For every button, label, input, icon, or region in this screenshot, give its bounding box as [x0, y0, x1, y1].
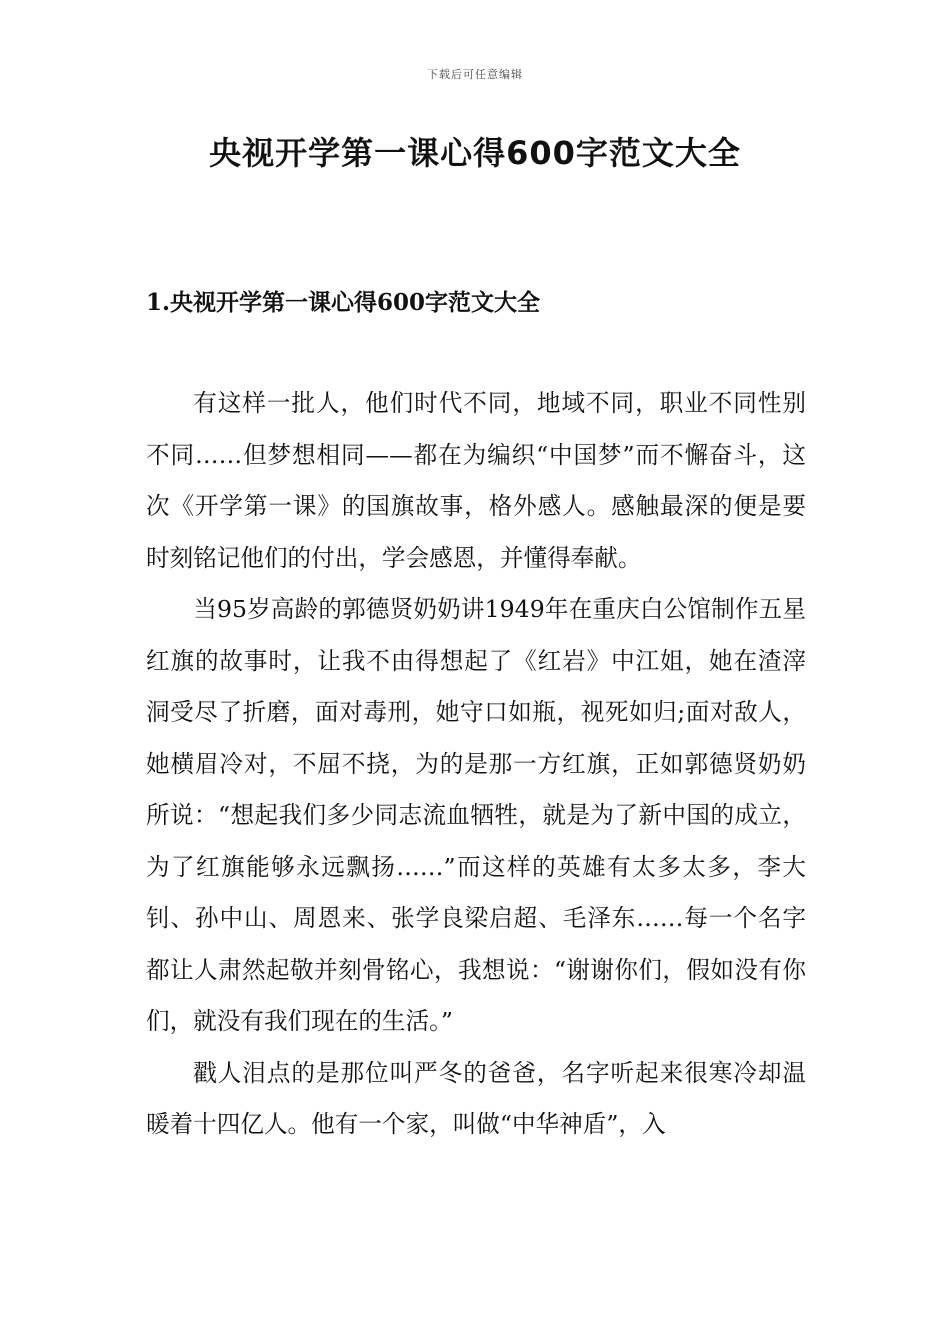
paragraph: 当95岁高龄的郭德贤奶奶讲1949年在重庆白公馆制作五星红旗的故事时，让我不由得想起了《红岩》中江姐，她在渣滓洞受尽了折磨，面对毒刑，她守口如瓶，视死如归;面对敌人，她横眉冷对，不屈不挠，为的是那一方红旗，正如郭德贤奶奶所说：“想起我们多少同志流血牺牲，就是为了新中国的成立，为了红旗能够永远飘扬……”而这样的英雄有太多太多，李大钊、孙中山、周恩来、张学良梁启超、毛泽东……每一个名字都让人肃然起敬并刻骨铭心，我想说：“谢谢你们，假如没有你们，就没有我们现在的生活。”	[146, 595, 806, 1035]
body-text	[146, 378, 806, 1151]
paragraph: 有这样一批人，他们时代不同，地域不同，职业不同性别不同……但梦想相同——都在为编织“中国梦”而不懈奋斗，这次《开学第一课》的国旗故事，格外感人。感触最深的便是要时刻铭记他们的付出，学会感恩，并懂得奉献。	[146, 389, 806, 572]
section-heading: 1.央视开学第一课心得600字范文大全	[146, 289, 541, 316]
paragraph: 戳人泪点的是那位叫严冬的爸爸，名字听起来很寒冷却温暖着十四亿人。他有一个家，叫做“中华神盾”，入	[146, 1058, 806, 1138]
document-title: 央视开学第一课心得600字范文大全	[209, 134, 741, 172]
header-note: 下载后可任意编辑	[427, 68, 523, 81]
